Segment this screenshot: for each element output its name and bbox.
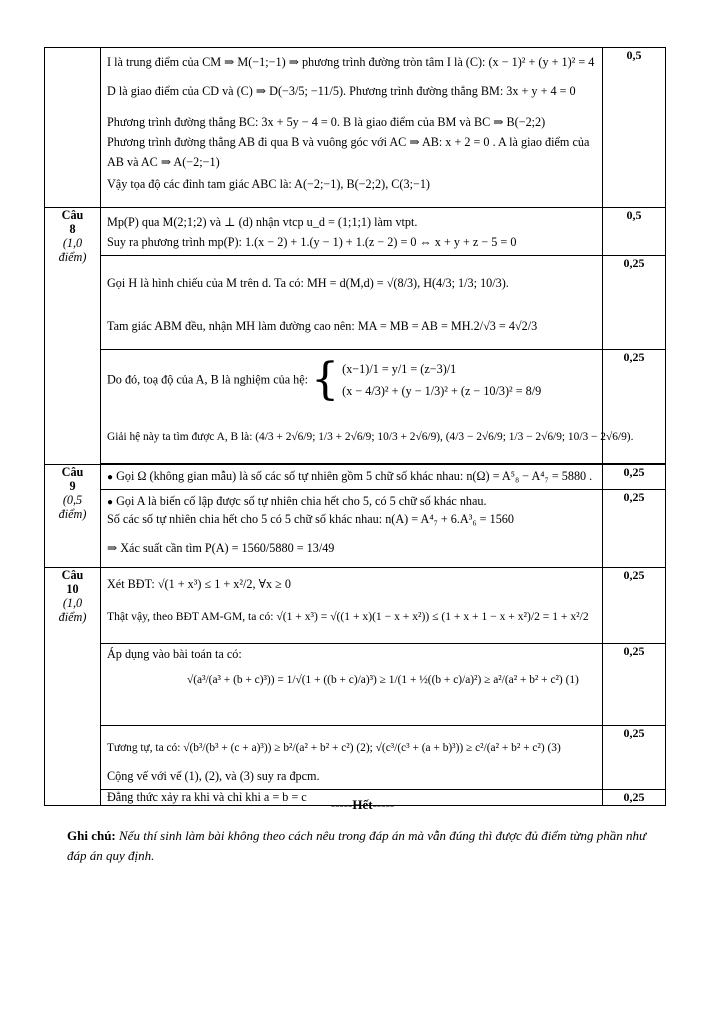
q8-r3-line-1: Do đó, toạ độ của A, B là nghiệm của hệ: bbox=[107, 372, 309, 387]
q9-r1-score: 0,25 bbox=[603, 465, 666, 490]
q8-content-1 bbox=[101, 208, 603, 256]
q10-r1-score: 0,25 bbox=[603, 568, 666, 644]
q9-content-2 bbox=[101, 490, 603, 568]
q10-r4-score: 0,25 bbox=[603, 790, 666, 806]
q7-label-cell bbox=[45, 48, 101, 208]
q8-system bbox=[107, 354, 596, 422]
q8-number: 8 bbox=[69, 222, 76, 236]
q9-label: Câu bbox=[61, 465, 84, 479]
q10-r4-text: Đẳng thức xảy ra khi và chỉ khi a = b = c bbox=[107, 790, 307, 804]
q9-r2-line-3: ⇒ Xác suất cần tìm P(A) = 1560/5880 = 13/49 bbox=[107, 541, 335, 555]
q7-score: 0,5 bbox=[603, 48, 666, 208]
q10-row-3 bbox=[45, 726, 666, 790]
q8-points: (1,0 bbox=[62, 236, 83, 250]
q8-r1-score: 0,5 bbox=[603, 208, 666, 256]
q10-r2-line-2: √(a³/(a³ + (b + c)³)) = 1/√(1 + ((b + c)/a)³) ≥ 1/(1 + ½((b + c)/a)²) ≥ a²/(a² + b² + c²) (1) bbox=[187, 674, 579, 686]
q9-r2-line-2: Số các số tự nhiên chia hết cho 5 có 5 chữ số khác nhau: n(A) = A⁴₇ + 6.A³₆ = 1560 bbox=[107, 512, 514, 526]
q7-line-3: Phương trình đường thẳng BC: 3x + 5y − 4 = 0. B là giao điểm của BM và BC ⇒ B(−2;2) bbox=[107, 115, 546, 129]
q10-row-1 bbox=[45, 568, 666, 644]
q10-r2-score: 0,25 bbox=[603, 644, 666, 726]
bullet-icon: ● bbox=[107, 472, 114, 483]
q9-r2-score: 0,25 bbox=[603, 490, 666, 568]
q9-label-cell bbox=[45, 465, 101, 568]
q7-row bbox=[45, 48, 666, 208]
q8-r3-line-2: Giải hệ này ta tìm được A, B là: (4/3 + 2√6/9; 1/3 + 2√6/9; 10/3 + 2√6/9), (4/3 − 2√6/9; 1/3 − 2√6/9; 10/3 − 2√6/9). bbox=[107, 431, 634, 443]
q10-r2-line-1: Áp dụng vào bài toán ta có: bbox=[107, 647, 242, 661]
system-equations bbox=[342, 358, 541, 402]
q10-content-2 bbox=[101, 644, 603, 726]
q9-r2-line-1: Gọi A là biến cố lập được số tự nhiên chia hết cho 5, có 5 chữ số khác nhau. bbox=[116, 494, 487, 508]
q8-content-2 bbox=[101, 256, 603, 350]
q10-r3-line-2: Cộng vế với vế (1), (2), và (3) suy ra đpcm. bbox=[107, 769, 320, 783]
q10-r3-line-1: Tương tự, ta có: √(b³/(b³ + (c + a)³)) ≥ b²/(a² + b² + c²) (2); √(c³/(c³ + (a + b)³)) ≥ c²/(a² + b² + c²) (3) bbox=[107, 742, 561, 754]
q10-points-unit: điểm) bbox=[58, 610, 87, 624]
q10-content-3 bbox=[101, 726, 603, 790]
q10-label: Câu bbox=[61, 568, 84, 582]
q9-row-2 bbox=[45, 490, 666, 568]
q10-row-2 bbox=[45, 644, 666, 726]
q10-r1-line-2: Thật vậy, theo BĐT AM-GM, ta có: √(1 + x³) = √((1 + x)(1 − x + x²)) ≤ (1 + x + 1 − x + x²)/2 = 1 + x²/2 bbox=[107, 610, 589, 623]
q10-points: (1,0 bbox=[62, 596, 83, 610]
q10-r3-score: 0,25 bbox=[603, 726, 666, 790]
q9-content-1 bbox=[101, 465, 603, 490]
answer-table bbox=[44, 47, 666, 806]
q8-r2-line-2: Tam giác ABM đều, nhận MH làm đường cao nên: MA = MB = AB = MH.2/√3 = 4√2/3 bbox=[107, 319, 538, 333]
q8-r1-line-2: Suy ra phương trình mp(P): 1.(x − 2) + 1.(y − 1) + 1.(z − 2) = 0 ⇔ x + y + z − 5 = 0 bbox=[107, 235, 517, 249]
footnote-text: Nếu thí sinh làm bài không theo cách nêu trong đáp án mà vẫn đúng thì được đủ điểm từng phần như đáp án quy định. bbox=[67, 828, 647, 863]
q7-line-5: AB và AC ⇒ A(−2;−1) bbox=[107, 155, 220, 169]
q8-points-unit: điểm) bbox=[58, 250, 87, 264]
q7-line-1: I là trung điểm của CM ⇒ M(−1;−1) ⇒ phương trình đường tròn tâm I là (C): (x − 1)² + (y + 1)² = 4 bbox=[107, 55, 595, 69]
q8-r2-score: 0,25 bbox=[603, 256, 666, 350]
q8-system-eq-1: (x−1)/1 = y/1 = (z−3)/1 bbox=[342, 362, 457, 376]
system-brace: { bbox=[311, 354, 340, 405]
footnote bbox=[67, 826, 667, 866]
q8-row-2 bbox=[45, 256, 666, 350]
q9-points: (0,5 bbox=[62, 493, 83, 507]
footnote-label: Ghi chú: bbox=[67, 828, 116, 843]
q10-r1-line-1: Xét BĐT: √(1 + x³) ≤ 1 + x²/2, ∀x ≥ 0 bbox=[107, 577, 291, 591]
bullet-icon: ● bbox=[107, 497, 114, 508]
q10-label-cell bbox=[45, 568, 101, 806]
q8-label-cell bbox=[45, 208, 101, 465]
q7-line-2: D là giao điểm của CD và (C) ⇒ D(−3/5; −11/5). Phương trình đường thẳng BM: 3x + y + 4 = 0 bbox=[107, 84, 576, 98]
q8-row-3 bbox=[45, 350, 666, 464]
q7-line-4: Phương trình đường thẳng AB đi qua B và vuông góc với AC ⇒ AB: x + 2 = 0 . A là giao điểm của bbox=[107, 135, 590, 149]
q10-content-1 bbox=[101, 568, 603, 644]
q8-system-eq-2: (x − 4/3)² + (y − 1/3)² + (z − 10/3)² = 8/9 bbox=[342, 384, 542, 398]
end-mark: -----Hết----- bbox=[330, 797, 395, 812]
q10-number: 10 bbox=[66, 582, 79, 596]
q7-line-6: Vậy tọa độ các đỉnh tam giác ABC là: A(−2;−1), B(−2;2), C(3;−1) bbox=[107, 177, 430, 191]
q8-r1-line-1: Mp(P) qua M(2;1;2) và ⊥ (d) nhận vtcp u_d = (1;1;1) làm vtpt. bbox=[107, 215, 418, 229]
q9-number: 9 bbox=[69, 479, 76, 493]
q7-content bbox=[101, 48, 603, 208]
q9-points-unit: điểm) bbox=[58, 507, 87, 521]
q8-r3-score: 0,25 bbox=[603, 350, 666, 464]
q8-label: Câu bbox=[61, 208, 84, 222]
q8-r2-line-1: Gọi H là hình chiếu của M trên d. Ta có: MH = d(M,d) = √(8/3), H(4/3; 1/3; 10/3). bbox=[107, 276, 509, 290]
q9-row-1 bbox=[45, 465, 666, 490]
q8-row-1 bbox=[45, 208, 666, 256]
q9-r1-text: Gọi Ω (không gian mẫu) là số các số tự nhiên gồm 5 chữ số khác nhau: n(Ω) = A⁵₈ − A⁴₇ = 5880 . bbox=[116, 469, 593, 483]
